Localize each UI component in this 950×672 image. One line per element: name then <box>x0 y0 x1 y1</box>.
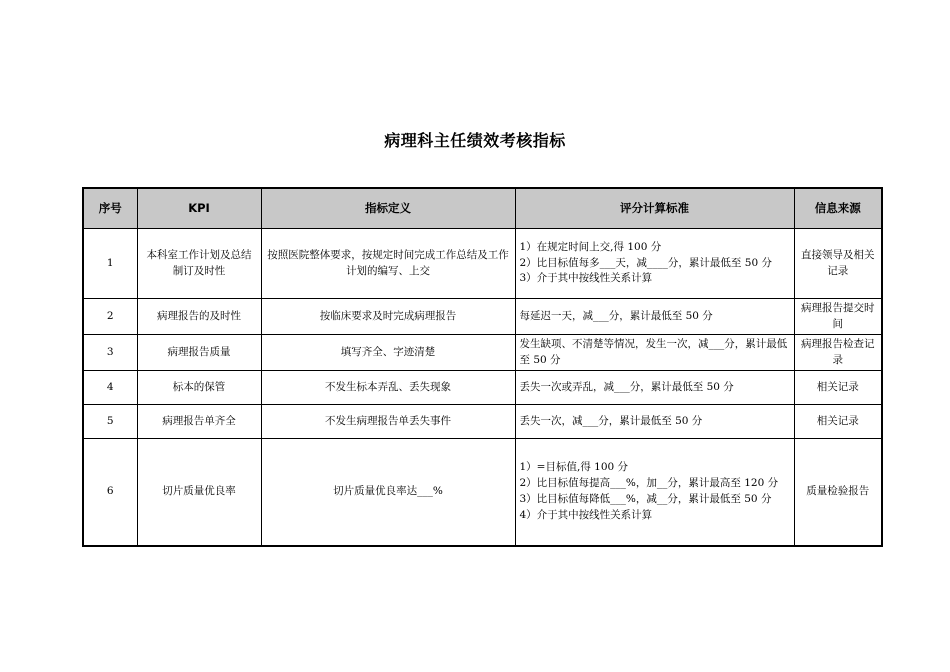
table-row <box>83 405 882 439</box>
header-source: 信息来源 <box>794 188 882 229</box>
table-row <box>83 439 882 546</box>
cell-criteria <box>515 335 794 371</box>
cell-definition: 不发生标本弄乱、丢失现象 <box>261 371 515 405</box>
cell-source: 病理报告提交时间 <box>794 299 882 335</box>
criteria-line: 3）比目标值每降低___%，减__分，累计最低至 50 分 <box>519 492 772 505</box>
table-row <box>83 371 882 405</box>
cell-no: 2 <box>83 299 137 335</box>
cell-no: 4 <box>83 371 137 405</box>
cell-kpi: 病理报告单齐全 <box>137 405 261 439</box>
table-row <box>83 299 882 335</box>
cell-kpi: 本科室工作计划及总结制订及时性 <box>137 229 261 299</box>
table-row <box>83 229 882 299</box>
header-kpi: KPI <box>137 188 261 229</box>
cell-criteria <box>515 371 794 405</box>
criteria-line: 每延迟一天，减___分，累计最低至 50 分 <box>519 309 713 322</box>
cell-no: 6 <box>83 439 137 546</box>
header-criteria: 评分计算标准 <box>515 188 794 229</box>
cell-source: 相关记录 <box>794 405 882 439</box>
header-no: 序号 <box>83 188 137 229</box>
cell-source: 直接领导及相关记录 <box>794 229 882 299</box>
cell-definition: 按临床要求及时完成病理报告 <box>261 299 515 335</box>
cell-definition: 填写齐全、字迹清楚 <box>261 335 515 371</box>
kpi-table <box>82 187 883 547</box>
page-title: 病理科主任绩效考核指标 <box>384 131 566 150</box>
cell-criteria <box>515 439 794 546</box>
cell-criteria <box>515 405 794 439</box>
header-definition: 指标定义 <box>261 188 515 229</box>
criteria-line: 1）在规定时间上交,得 100 分 <box>519 240 662 253</box>
cell-kpi: 病理报告的及时性 <box>137 299 261 335</box>
cell-source: 质量检验报告 <box>794 439 882 546</box>
criteria-line: 2）比目标值每提高___%，加__分，累计最高至 120 分 <box>519 477 779 489</box>
cell-kpi: 病理报告质量 <box>137 335 261 371</box>
cell-criteria <box>515 299 794 335</box>
criteria-line: 3）介于其中按线性关系计算 <box>519 272 653 285</box>
cell-no: 5 <box>83 405 137 439</box>
table-row <box>83 335 882 371</box>
cell-criteria <box>515 229 794 299</box>
cell-definition: 切片质量优良率达___% <box>261 439 515 546</box>
cell-source: 病理报告检查记录 <box>794 335 882 371</box>
criteria-line: 1）=目标值,得 100 分 <box>519 461 629 474</box>
cell-source: 相关记录 <box>794 371 882 405</box>
cell-definition: 不发生病理报告单丢失事件 <box>261 405 515 439</box>
criteria-line: 4）介于其中按线性关系计算 <box>519 508 653 521</box>
criteria-line: 2）比目标值每多___天，减____分，累计最低至 50 分 <box>519 256 772 269</box>
cell-no: 1 <box>83 229 137 299</box>
cell-kpi: 标本的保管 <box>137 371 261 405</box>
criteria-line: 发生缺项、不清楚等情况，发生一次，减___分，累计最低至 50 分 <box>519 337 788 366</box>
criteria-line: 丢失一次，减___分，累计最低至 50 分 <box>519 414 703 427</box>
table-header-row <box>83 188 882 229</box>
cell-no: 3 <box>83 335 137 371</box>
cell-kpi: 切片质量优良率 <box>137 439 261 546</box>
cell-definition: 按照医院整体要求，按规定时间完成工作总结及工作计划的编写、上交 <box>261 229 515 299</box>
criteria-line: 丢失一次或弄乱，减___分，累计最低至 50 分 <box>519 380 734 393</box>
